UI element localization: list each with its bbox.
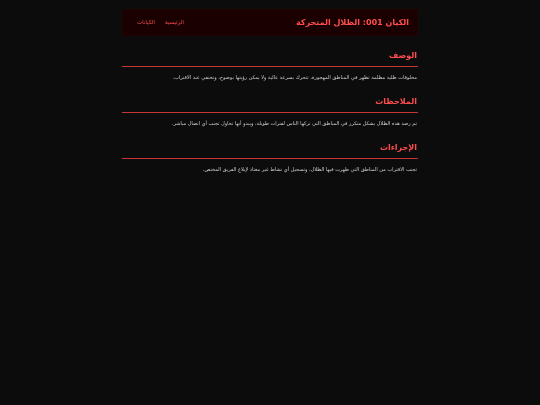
section-notes bbox=[122, 97, 418, 128]
page bbox=[122, 0, 418, 174]
section-heading: الملاحظات bbox=[375, 97, 417, 106]
section-description bbox=[122, 51, 418, 82]
main-nav bbox=[137, 20, 184, 26]
section-procedures bbox=[122, 143, 418, 174]
section-divider bbox=[122, 112, 418, 113]
section-body: تجنب الاقتراب من المناطق التي ظهرت فيها الظلال، وتسجيل أي نشاط غير معتاد لإبلاغ الفريق المختص. bbox=[202, 167, 417, 173]
section-heading: الوصف bbox=[388, 51, 417, 60]
section-heading: الإجراءات bbox=[379, 143, 417, 152]
nav-link-home[interactable]: الرئيسية bbox=[164, 19, 184, 26]
section-divider bbox=[122, 66, 418, 67]
section-body: تم رصد هذه الظلال بشكل متكرر في المناطق التي تركها الناس لفترات طويلة، ويبدو أنها تحاول تجنب أي اتصال مباشر. bbox=[171, 121, 417, 127]
header-bar bbox=[122, 9, 418, 36]
nav-link-entities[interactable]: الكيانات bbox=[137, 19, 155, 26]
section-divider bbox=[122, 158, 418, 159]
page-title: الكيان 001: الظلال المتحركة bbox=[296, 18, 409, 27]
section-body: مخلوقات ظلية مظلمة تظهر في المناطق المهجورة، تتحرك بسرعة عالية ولا يمكن رؤيتها بوضوح، وتختفي عند الاقتراب. bbox=[172, 75, 417, 81]
